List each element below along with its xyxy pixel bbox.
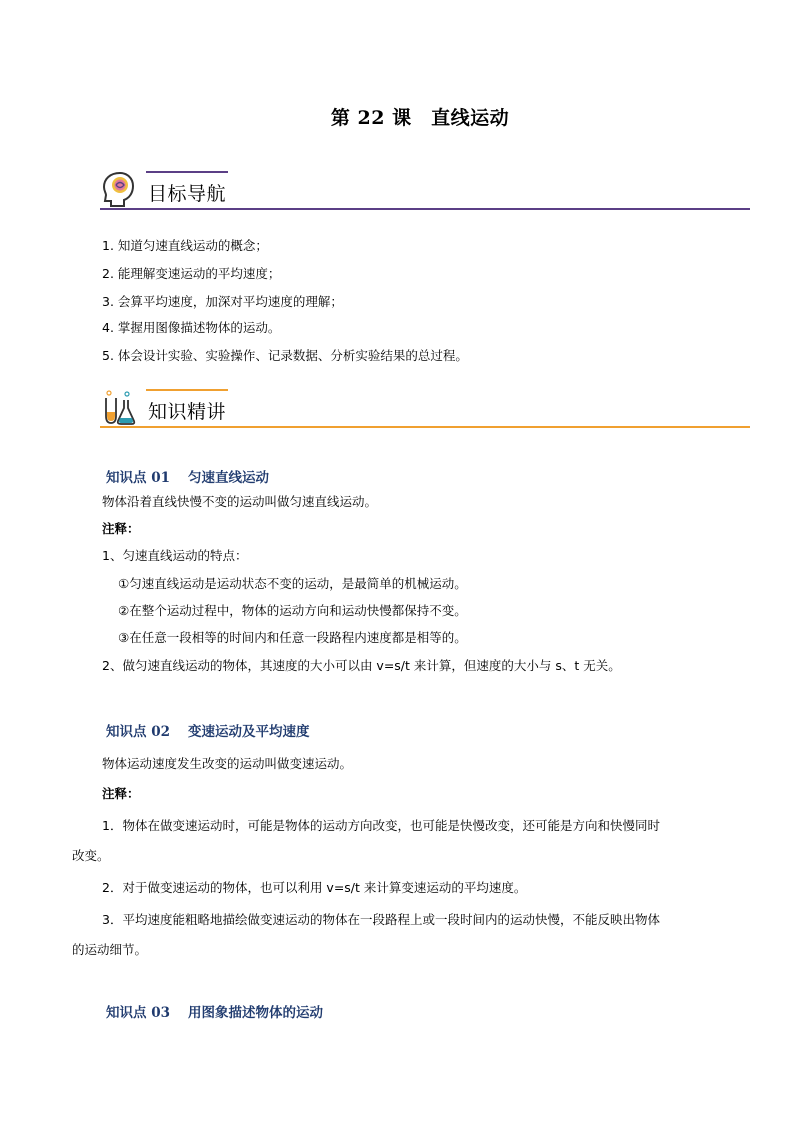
knowledge-point-heading-03 (106, 1001, 323, 1021)
section-topline (146, 171, 228, 173)
section-header-goals (100, 170, 750, 210)
kp2-paragraph: 1．物体在做变速运动时，可能是物体的运动方向改变，也可能是快慢改变，还可能是方向和快慢同时 (102, 818, 660, 833)
kp2-paragraph: 3．平均速度能粗略地描绘做变速运动的物体在一段路程上或一段时间内的运动快慢，不能反映出物体 (102, 912, 660, 927)
knowledge-point-heading-02 (106, 720, 310, 740)
kp2-paragraph-continued: 改变。 (72, 848, 110, 863)
section-divider (100, 426, 750, 428)
section-title: 知识精讲 (148, 401, 227, 423)
section-header-knowledge (100, 388, 750, 428)
section-topline (146, 389, 228, 391)
kp1-note-label: 注释： (102, 521, 140, 536)
section-divider (100, 208, 750, 210)
section-title: 目标导航 (148, 183, 227, 205)
goal-item: 3. 会算平均速度，加深对平均速度的理解； (102, 294, 343, 309)
goal-item: 4. 掌握用图像描述物体的运动。 (102, 320, 281, 335)
kp1-sub-item: ①匀速直线运动是运动状态不变的运动，是最简单的机械运动。 (118, 576, 467, 591)
kp2-paragraph-continued: 的运动细节。 (72, 942, 148, 957)
page-title: 第 22 课 直线运动 (330, 107, 510, 129)
kp1-definition: 物体沿着直线快慢不变的运动叫做匀速直线运动。 (102, 494, 378, 509)
kp2-note-label: 注释： (102, 786, 140, 801)
kp-number: 知识点 03 (106, 1005, 170, 1021)
lab-flask-icon (100, 388, 136, 426)
kp-title: 用图象描述物体的运动 (188, 1005, 323, 1021)
head-brain-icon (100, 170, 136, 208)
goal-item: 5. 体会设计实验、实验操作、记录数据、分析实验结果的总过程。 (102, 348, 468, 363)
kp1-paragraph: 1、匀速直线运动的特点： (102, 548, 248, 563)
kp-number: 知识点 02 (106, 724, 170, 740)
kp-title: 匀速直线运动 (188, 470, 269, 486)
goal-item: 2. 能理解变速运动的平均速度； (102, 266, 281, 281)
kp-number: 知识点 01 (106, 470, 170, 486)
kp1-paragraph: 2、做匀速直线运动的物体，其速度的大小可以由 v=s/t 来计算，但速度的大小与 s、t 无关。 (102, 658, 621, 673)
kp2-definition: 物体运动速度发生改变的运动叫做变速运动。 (102, 756, 353, 771)
knowledge-point-heading-01 (106, 466, 269, 486)
kp1-sub-item: ③在任意一段相等的时间内和任意一段路程内速度都是相等的。 (118, 630, 467, 645)
kp-title: 变速运动及平均速度 (188, 724, 310, 740)
kp1-sub-item: ②在整个运动过程中，物体的运动方向和运动快慢都保持不变。 (118, 603, 467, 618)
goal-item: 1. 知道匀速直线运动的概念； (102, 238, 268, 253)
kp2-paragraph: 2．对于做变速运动的物体，也可以利用 v=s/t 来计算变速运动的平均速度。 (102, 880, 527, 895)
